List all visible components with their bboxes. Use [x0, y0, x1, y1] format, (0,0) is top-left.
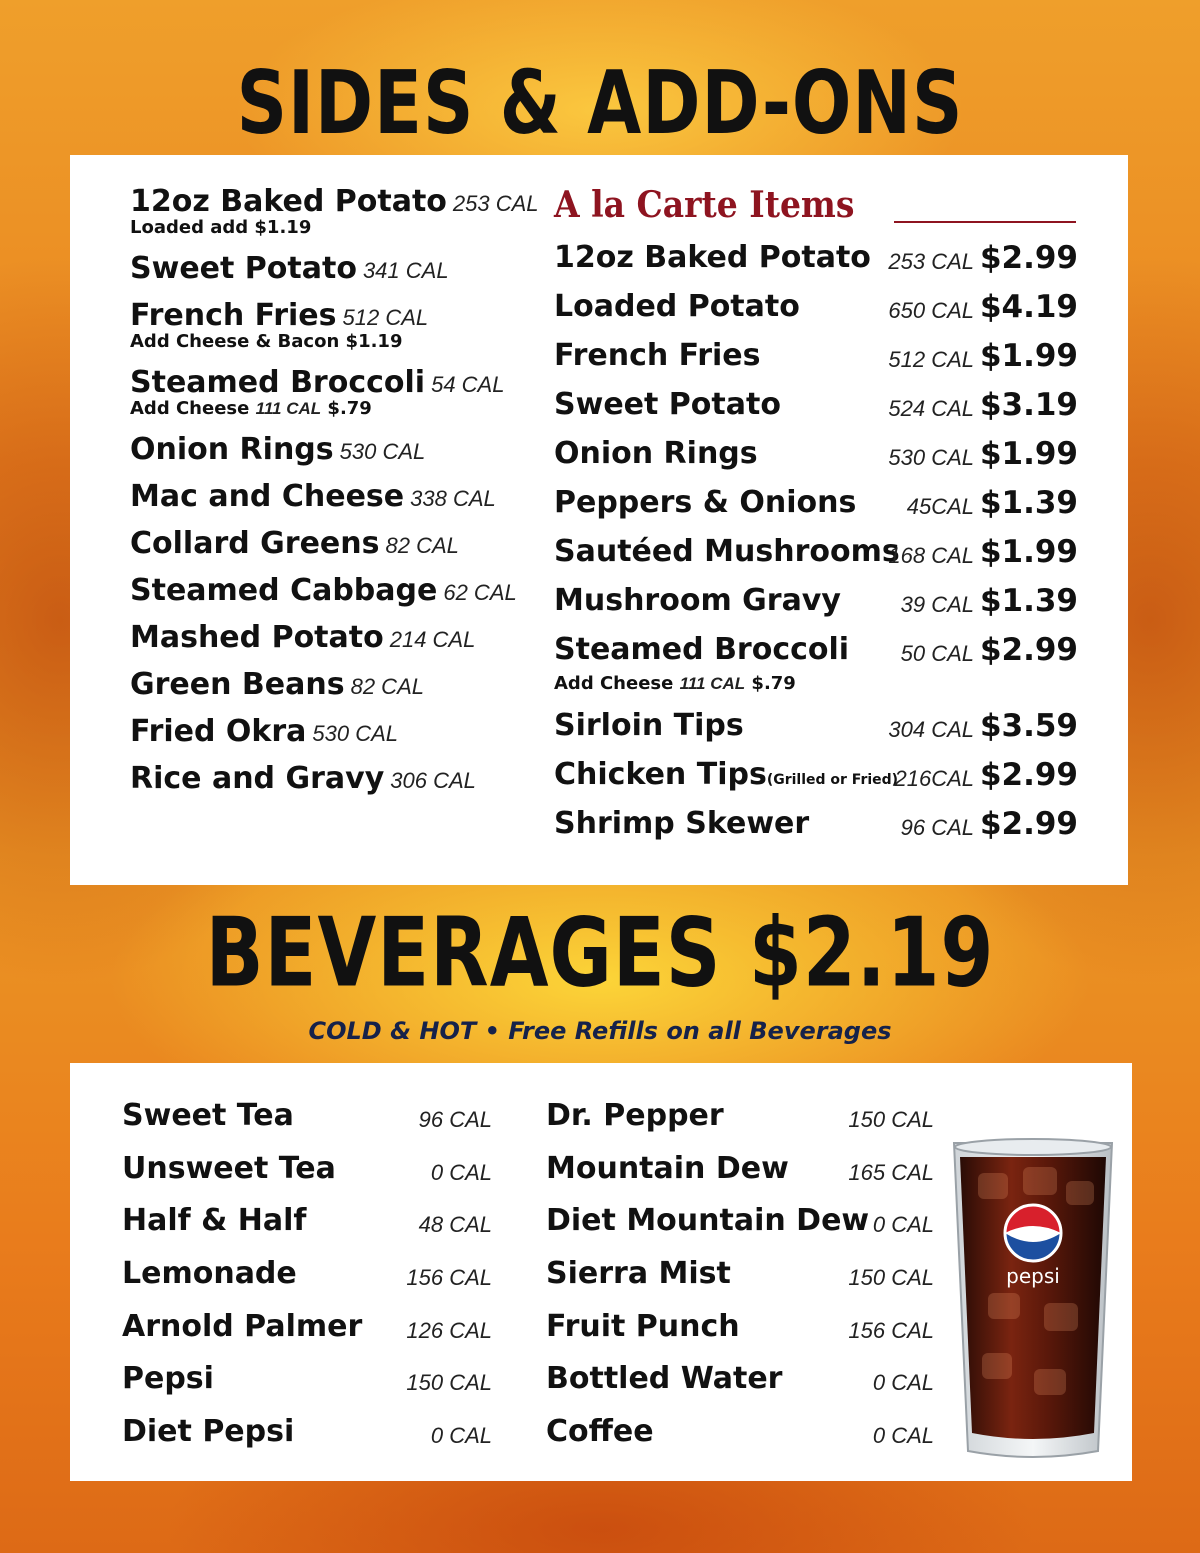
item-cal: 650 CAL	[888, 298, 974, 323]
a-la-carte-title: A la Carte Items	[554, 183, 855, 226]
side-item-name: Collard Greens	[130, 526, 380, 561]
a-la-carte-item	[554, 387, 1078, 439]
beverages-panel	[70, 1063, 1132, 1481]
item-note	[554, 673, 796, 694]
side-item	[130, 620, 550, 655]
side-item	[130, 761, 550, 796]
beverage-item	[122, 1150, 492, 1207]
side-item	[130, 714, 550, 749]
item-cal: 512 CAL	[888, 347, 974, 372]
side-item	[130, 432, 550, 467]
beverages-list-right	[546, 1098, 934, 1470]
beverage-item	[122, 1361, 492, 1417]
item-name: Onion Rings	[554, 436, 758, 471]
note-cal: 111 CAL	[679, 674, 746, 693]
beverage-name: Dr. Pepper	[546, 1098, 724, 1133]
side-item-cal: 512 CAL	[342, 305, 429, 330]
item-price: $1.39	[979, 583, 1078, 619]
beverage-item	[122, 1414, 492, 1470]
a-la-carte-item	[554, 289, 1078, 341]
side-item	[130, 365, 550, 419]
beverage-name: Coffee	[546, 1414, 654, 1450]
item-name: Sweet Potato	[554, 387, 781, 422]
side-item-cal: 306 CAL	[390, 768, 476, 793]
item-cal: 96 CAL	[900, 815, 974, 840]
item-price: $4.19	[979, 289, 1078, 325]
pepsi-logo-text: pepsi	[1006, 1264, 1060, 1288]
a-la-carte-header	[554, 185, 1076, 229]
item-name	[554, 757, 899, 792]
side-item-cal: 54 CAL	[431, 372, 505, 397]
item-price: $2.99	[979, 632, 1078, 668]
a-la-carte-item	[554, 534, 1078, 586]
beverage-name: Arnold Palmer	[122, 1308, 363, 1344]
note-price: $.79	[327, 398, 372, 419]
item-cal: 253 CAL	[888, 249, 974, 274]
beverage-cal: 156 CAL	[406, 1265, 492, 1291]
beverage-name: Pepsi	[122, 1361, 214, 1397]
a-la-carte-item	[554, 240, 1078, 292]
item-price: $2.99	[979, 240, 1078, 276]
item-cal: 304 CAL	[888, 717, 974, 742]
beverage-item	[122, 1098, 492, 1154]
side-item-name: Fried Okra	[130, 714, 307, 749]
beverage-item	[546, 1098, 934, 1154]
beverage-name: Lemonade	[122, 1256, 297, 1292]
item-price: $1.99	[979, 436, 1078, 472]
a-la-carte-item	[554, 757, 1078, 809]
beverage-item	[122, 1203, 492, 1259]
note-label: Add Cheese	[554, 673, 674, 694]
side-item-cal: 530 CAL	[312, 721, 399, 746]
item-cal: 530 CAL	[888, 445, 974, 470]
beverage-item	[546, 1361, 934, 1417]
sides-list	[130, 184, 550, 811]
side-item-name: Rice and Gravy	[130, 761, 385, 796]
side-item	[130, 298, 550, 352]
beverage-item	[546, 1256, 934, 1312]
beverage-cal: 150 CAL	[848, 1107, 934, 1132]
item-name: Peppers & Onions	[554, 485, 857, 520]
item-name: Sirloin Tips	[554, 708, 744, 743]
beverage-cal: 96 CAL	[418, 1107, 492, 1132]
side-item-name: 12oz Baked Potato	[130, 184, 447, 219]
pepsi-cup-image	[948, 1133, 1118, 1463]
beverage-cal: 156 CAL	[848, 1317, 934, 1343]
item-price: $2.99	[979, 757, 1078, 793]
beverage-item	[122, 1256, 492, 1312]
item-price: $3.19	[979, 387, 1078, 423]
beverage-name: Mountain Dew	[546, 1150, 789, 1186]
side-item-cal: 82 CAL	[350, 674, 424, 699]
beverage-item	[546, 1150, 934, 1207]
item-price: $2.99	[979, 806, 1078, 842]
side-item-cal: 341 CAL	[362, 258, 449, 283]
beverage-cal: 165 CAL	[848, 1159, 934, 1185]
item-cal: 45CAL	[906, 494, 974, 519]
note-label: Add Cheese	[130, 398, 250, 419]
side-item-cal: 82 CAL	[385, 533, 459, 558]
beverage-cal: 0 CAL	[872, 1423, 934, 1449]
beverage-name: Diet Mountain Dew	[546, 1203, 870, 1239]
beverage-cal: 0 CAL	[872, 1212, 934, 1238]
beverage-cal: 0 CAL	[430, 1159, 492, 1185]
item-name: Shrimp Skewer	[554, 806, 810, 841]
side-item-name: Sweet Potato	[130, 251, 357, 286]
item-cal: 39 CAL	[900, 592, 974, 617]
beverages-tagline: COLD & HOT • Free Refills on all Beverages	[308, 1017, 892, 1045]
side-item	[130, 479, 550, 514]
a-la-carte-item	[554, 338, 1078, 390]
beverages-list-left	[122, 1098, 492, 1470]
beverage-cal: 150 CAL	[406, 1370, 492, 1396]
beverages-title: BEVERAGES $2.19	[205, 896, 995, 1009]
side-item	[130, 184, 550, 238]
beverage-name: Unsweet Tea	[122, 1150, 336, 1186]
beverage-item	[546, 1203, 934, 1259]
beverage-cal: 0 CAL	[872, 1370, 934, 1396]
sides-panel	[70, 155, 1128, 885]
a-la-carte-item	[554, 708, 1078, 760]
a-la-carte-item	[554, 583, 1078, 635]
beverage-name: Sierra Mist	[546, 1256, 731, 1292]
side-item-cal: 214 CAL	[389, 627, 476, 652]
beverage-name: Sweet Tea	[122, 1098, 294, 1133]
side-item-cal: 253 CAL	[452, 191, 539, 216]
item-name-text: Chicken Tips	[554, 757, 767, 792]
a-la-carte-item	[554, 806, 1078, 858]
item-cal: 168 CAL	[888, 543, 974, 568]
beverage-name: Fruit Punch	[546, 1308, 740, 1344]
side-item-name: Mashed Potato	[130, 620, 384, 655]
side-item-name: Mac and Cheese	[130, 479, 405, 514]
side-item	[130, 251, 550, 286]
a-la-carte-rule	[894, 221, 1076, 223]
a-la-carte-item	[554, 436, 1078, 488]
beverage-cal: 150 CAL	[848, 1265, 934, 1291]
item-price: $1.99	[979, 534, 1078, 570]
item-name: Mushroom Gravy	[554, 583, 841, 618]
beverage-name: Half & Half	[122, 1203, 307, 1239]
beverage-item	[546, 1308, 934, 1365]
beverage-item	[546, 1414, 934, 1470]
side-item	[130, 526, 550, 561]
beverage-name: Bottled Water	[546, 1361, 783, 1397]
item-name-sub: (Grilled or Fried)	[766, 772, 899, 788]
side-item	[130, 573, 550, 608]
side-item-name: Green Beans	[130, 667, 345, 702]
item-cal: 524 CAL	[888, 396, 974, 421]
side-item-note: Loaded add $1.19	[130, 217, 312, 238]
beverage-name: Diet Pepsi	[122, 1414, 295, 1450]
sides-title: SIDES & ADD-ONS	[236, 51, 964, 155]
side-item-name: Steamed Cabbage	[130, 573, 438, 608]
side-item-cal: 338 CAL	[410, 486, 496, 511]
item-name: Steamed Broccoli	[554, 632, 850, 667]
side-item-note	[130, 400, 550, 418]
item-name: Sautéed Mushrooms	[554, 534, 900, 569]
a-la-carte-list	[554, 240, 1078, 858]
side-item-cal: 530 CAL	[339, 439, 426, 464]
beverage-cal: 0 CAL	[430, 1423, 492, 1449]
note-price: $.79	[751, 673, 796, 694]
side-item-cal: 62 CAL	[443, 580, 517, 605]
item-cal: 50 CAL	[900, 641, 974, 666]
item-cal: 216CAL	[894, 766, 974, 791]
item-price: $1.99	[979, 338, 1078, 374]
side-item-note: Add Cheese & Bacon $1.19	[130, 331, 403, 352]
item-price: $1.39	[979, 485, 1078, 521]
side-item	[130, 667, 550, 702]
beverage-item	[122, 1308, 492, 1365]
item-name: French Fries	[554, 338, 761, 373]
a-la-carte-item	[554, 632, 1078, 711]
side-item-name: French Fries	[130, 298, 337, 333]
beverage-cal: 48 CAL	[418, 1212, 492, 1238]
side-item-name: Onion Rings	[130, 432, 334, 467]
item-name: Loaded Potato	[554, 289, 800, 324]
note-cal: 111 CAL	[255, 399, 322, 418]
side-item-name: Steamed Broccoli	[130, 365, 426, 400]
item-name: 12oz Baked Potato	[554, 240, 871, 275]
item-price: $3.59	[979, 708, 1078, 744]
a-la-carte-item	[554, 485, 1078, 537]
beverage-cal: 126 CAL	[406, 1317, 492, 1343]
